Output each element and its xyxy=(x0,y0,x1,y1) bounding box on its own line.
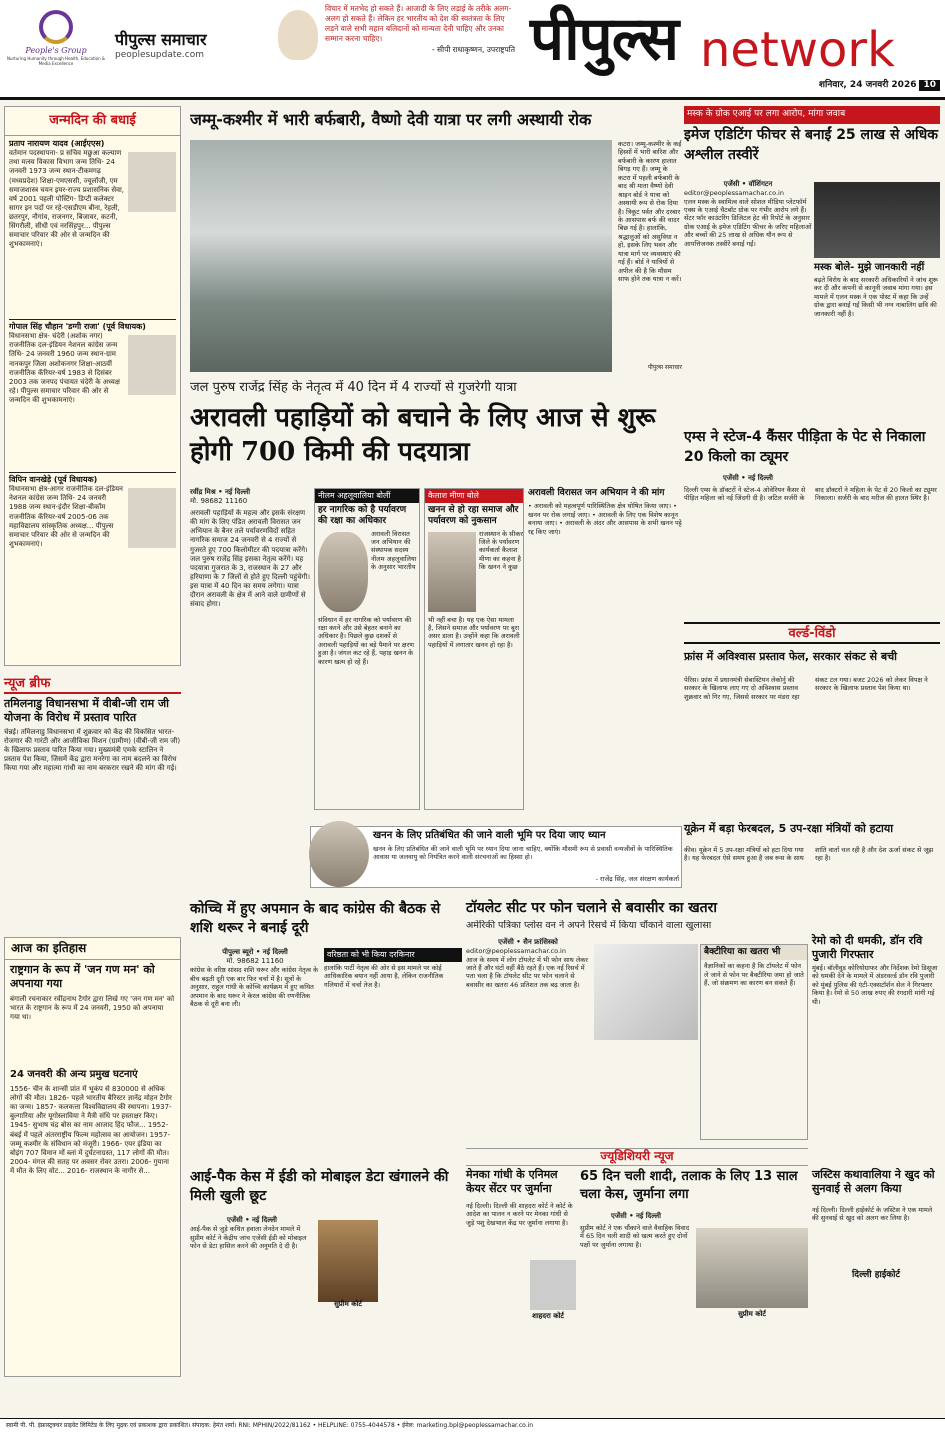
quote-box-neelam xyxy=(314,488,420,810)
q1-body: संविधान में हर नागरिक को पर्यावरण की रक्षा करने और उसे बेहतर बनाने का अधिकार है। पिछले कुछ दशकों से अरावली पहाड़ियों का बड़े पैमाने पर क्षरण हुआ है। जंगल कट रहे हैं, पहाड़ खनन के कारण खत्म हो रहे हैं। xyxy=(318,615,414,666)
aravali-kicker: जल पुरुष राजेंद्र सिंह के नेतृत्व में 40 दिन में 4 राज्यों से गुजरेगी यात्रा xyxy=(190,380,517,395)
birthday-photo-1 xyxy=(128,152,176,212)
tharoor-byline: पीपुल्स ब्यूरो • नई दिल्ली xyxy=(222,948,288,956)
cancer-body: दिल्ली एम्स के डॉक्टरों ने स्टेज-4 ओवेरियन कैंसर से पीड़ित महिला को नई जिंदगी दी है। जटिल सर्जरी के बाद डॉक्टरों ने महिला के पेट से 20 किलो का ट्यूमर निकाला। सर्जरी के बाद मरीज की हालत स्थिर है। xyxy=(684,486,937,503)
grok-side-body: बढ़ते विरोध के बाद सरकारी अधिकारियों ने जांच शुरू कर दी और कंपनी से कानूनी जवाब मांगा गया। इस मामले में एलन मस्क ने एक पोस्ट में कहा कि उन्हें ग्रोक द्वारा बनाई गई किसी भी नग्न नाबालिग छवि की जानकारी नहीं है। xyxy=(814,276,938,318)
toilet-photo xyxy=(594,944,698,1040)
strip-author: - राजेंद्र सिंह, जल संरक्षण कार्यकर्ता xyxy=(595,875,679,883)
birthday-title: जन्मदिन की बधाई xyxy=(5,107,180,136)
ed-headline: आई-पैक केस में ईडी को मोबाइल डेटा खंगालने की मिली खुली छूट xyxy=(190,1169,449,1204)
org-tagline: Nurturing Humanity through Health, Education & Media Excellence xyxy=(6,56,106,66)
ed-byline: एजेंसी • नई दिल्ली xyxy=(227,1216,277,1224)
toilet-body: आज के समय में लोग टॉयलेट में भी फोन साथ लेकर जाते हैं और घंटों वहीं बैठे रहते हैं। एक नई रिसर्च में पता चला है कि टॉयलेट सीट पर फोन चलाने से बवासीर का खतरा 46 प्रतिशत तक बढ़ जाता है। xyxy=(466,955,588,989)
page-number: 10 xyxy=(919,80,940,91)
demands-headline: अरावली विरासत जन अभियान ने की मांग xyxy=(528,488,665,498)
logo-ring-icon xyxy=(39,10,73,44)
aravali-byline: रवींद्र मिश्र • नई दिल्ली xyxy=(190,488,251,496)
shaadi-body: सुप्रीम कोर्ट ने एक चौंकाने वाले वैवाहिक विवाद में 65 दिन चली शादी को खत्म करते हुए दोनों पक्षों पर जुर्माना लगाया है। xyxy=(580,1224,690,1249)
grok-keyboard-photo xyxy=(814,182,940,258)
org-name: People's Group xyxy=(25,46,87,55)
aravali-phone: मो. 98682 11160 xyxy=(190,497,248,506)
history-label: आज का इतिहास xyxy=(5,938,180,960)
maneka-body: नई दिल्ली। दिल्ली की शाहदरा कोर्ट ने कोर्ट के आदेश का पालन न करने पर मेनका गांधी से जुड़े पशु देखभाल केंद्र पर जुर्माना लगाया है। xyxy=(466,1202,573,1227)
aravali-headline: अरावली पहाड़ियों को बचाने के लिए आज से शुरू होगी 700 किमी की पदयात्रा xyxy=(190,403,656,467)
grok-text-col xyxy=(684,180,812,423)
rajendra-portrait xyxy=(309,821,369,887)
justice-headline: जस्टिस कथावालिया ने खुद को सुनवाई से अलग किया xyxy=(812,1168,935,1196)
strip-box xyxy=(310,826,682,888)
peoples-group-logo xyxy=(6,8,106,94)
history-events-heading: 24 जनवरी की अन्य प्रमुख घटनाएं xyxy=(10,1068,138,1080)
maneka-caption: शाहदरा कोर्ट xyxy=(532,1312,564,1320)
site-link[interactable]: peoplesupdate.com xyxy=(115,50,204,60)
q1-label: नीलम अहलूवालिया बोलीं xyxy=(315,489,419,503)
grok-kicker: मस्क के ग्रोक एआई पर लगा आरोप, मांगा जवाब xyxy=(684,106,940,124)
quote-author: - सीपी राधाकृष्णन, उपराष्ट्रपति xyxy=(431,44,515,54)
tharoor-headline: कोच्चि में हुए अपमान के बाद कांग्रेस की बैठक से शशि थरूर ने बनाई दूरी xyxy=(190,901,441,936)
shaadi-headline: 65 दिन चली शादी, तलाक के लिए 13 साल चला केस, जुर्माना लगा xyxy=(580,1169,798,1202)
birthday-photo-2 xyxy=(128,335,176,395)
demands-box xyxy=(528,488,682,810)
masthead-network: network xyxy=(700,22,895,78)
remo-body: मुंबई। बॉलीवुड कोरियोग्राफर और निर्देशक रेमो डिसूजा को धमकी देने के मामले में अंडरवर्ल्ड डॉन रवि पुजारी को मुंबई पुलिस की एंटी-एक्सटॉर्शन सेल ने गिरफ्तार किया है। रेमो से 50 लाख रुपए की रंगदारी मांगी गई थी। xyxy=(812,964,938,1006)
birthday-box xyxy=(4,106,181,666)
brief-body: चेन्नई। तमिलनाडु विधानसभा में शुक्रवार को केंद्र की विकसित भारत-रोजगार की गारंटी और आजीविका मिशन (ग्रामीण) (वीबी-जी राम जी) के खिलाफ प्रस्ताव पारित किया गया। मुख्यमंत्री एमके स्टालिन ने प्रस्ताव पेश किया, जिसमें केंद्र द्वारा मनरेगा का नाम बदलने का विरोध किया गया और महात्मा गांधी का नाम बरकरार रखने की मांग की गई। xyxy=(4,727,181,773)
toilet-byline: एजेंसी • सैन फ्रांसिस्को xyxy=(498,938,558,946)
grok-byline: एजेंसी • वॉशिंगटन xyxy=(723,180,773,188)
samachar-name: पीपुल्स समाचार xyxy=(115,30,207,49)
snow-photo xyxy=(190,140,612,372)
quote-text: विचार में मतभेद हो सकते हैं। आजादी के लिए लड़ाई के तरीके अलग-अलग हो सकते हैं। लेकिन हर भारतीय को देश की स्वतंत्रता के लिए लड़ने वाले सभी महान बलिदानों को मान्यता देनी चाहिए और उनका सम्मान करना चाहिए। xyxy=(325,4,512,44)
birthday-name-3: विपिन वानखेड़े (पूर्व विधायक) xyxy=(9,472,176,485)
ukraine-headline: यूक्रेन में बड़ा फेरबदल, 5 उप-रक्षा मंत्रियों को हटाया xyxy=(684,822,894,835)
tharoor-text-col xyxy=(190,948,320,1146)
photo-credit: पीपुल्स समाचार xyxy=(647,364,682,371)
tharoor-side-headline: वरिष्ठता को भी किया दरकिनार xyxy=(324,948,462,962)
history-box xyxy=(4,937,181,1377)
toilet-headline: टॉयलेट सीट पर फोन चलाने से बवासीर का खतरा xyxy=(466,900,717,916)
judiciary-label: ज्यूडिशियरी न्यूज xyxy=(466,1148,808,1166)
demands-body: • अरावली को महत्वपूर्ण पारिस्थितिक क्षेत्र घोषित किया जाए। • खनन पर रोक लगाई जाए। • अरावली के लिए एक विशेष कानून बनाया जाए। • अरावली के अंदर और आसपास के सभी खनन पट्टे रद्द किए जाएं। xyxy=(528,502,682,536)
ed-gavel-photo xyxy=(318,1220,378,1302)
q1-headline: हर नागरिक को है पर्यावरण की रक्षा का अधिकार xyxy=(318,505,407,527)
shaadi-byline: एजेंसी • नई दिल्ली xyxy=(611,1212,661,1220)
justice-body: नई दिल्ली। दिल्ली हाईकोर्ट के जस्टिस ने एक मामले की सुनवाई से खुद को अलग कर लिया है। xyxy=(812,1206,933,1223)
tharoor-side xyxy=(324,948,462,1154)
q2-person: राजस्थान के सीकर जिले के पर्यावरण कार्यकर्ता कैलाश मीणा का कहना है कि खनन ने कुछ xyxy=(479,529,523,572)
masthead xyxy=(0,0,945,100)
strip-body: खनन के लिए प्रतिबंधित की जाने वाली भूमि पर ध्यान दिया जाना चाहिए, क्योंकि मौसमी रूप से प्रवासी वन्यजीवों के पारिस्थितिक आवास या जलवायु को नियंत्रित करने वाली संरचनाओं का हिस्सा हो। xyxy=(373,845,673,862)
maneka-headline: मेनका गांधी के एनिमल केयर सेंटर पर जुर्माना xyxy=(466,1168,558,1196)
tharoor-phone: मो. 98682 11160 xyxy=(226,957,284,966)
imprint-footer: स्वामी पी. पी. इंफ्रास्ट्रक्चर प्राइवेट लिमिटेड के लिए मुद्रक एवं प्रकाशक द्वारा प्रकाशित। संपादक: हेमंत शर्मा। RNI: MPHIN/2022/81162 • HELPLINE: 0755-4044578 • ईमेल: marketing.bpl@peoplessamachar.co.in xyxy=(0,1418,945,1445)
world-window-label: वर्ल्ड-विंडो xyxy=(684,622,940,644)
ukraine-body: कीव। यूक्रेन में 5 उप-रक्षा मंत्रियों को हटा दिया गया है। यह फेरबदल ऐसे समय हुआ है जब रूस के साथ शांति वार्ता चल रही है और देश ऊर्जा संकट से जूझ रहा है। xyxy=(684,846,934,863)
quote-block xyxy=(325,4,515,55)
birthday-name-2: गोपाल सिंह चौहान 'डग्गी राजा' (पूर्व विधायक) xyxy=(9,319,176,332)
grok-body: एलन मस्क के स्वामित्व वाले सोशल मीडिया प्लेटफॉर्म एक्स के एआई चैटबॉट ग्रोक पर गंभीर आरोप लगे हैं। सेंटर फॉर काउंटरिंग डिजिटल हेट की रिपोर्ट के अनुसार ग्रोक एआई के इमेज एडिटिंग फीचर के जरिए महिलाओं और बच्चों की 25 लाख से अधिक यौन रूप से आपत्तिजनक तस्वीरें बनाई गईं। xyxy=(684,197,812,248)
q2-headline: खनन से हो रहा समाज और पर्यावरण को नुकसान xyxy=(428,505,519,527)
cancer-headline: एम्स ने स्टेज-4 कैंसर पीड़िता के पेट से निकाला 20 किलो का ट्यूमर xyxy=(684,429,926,465)
quote-box-kailash xyxy=(424,488,524,810)
birthday-text-2: विधानसभा क्षेत्र- चंदेरी (अशोक नगर) राजनीतिक दल-इंडियन नेशनल कांग्रेस जन्म तिथि- 24 जनवरी 1960 जन्म स्थान-ग्राम नानकपुर जिला अशोकनगर शिक्षा-आठवीं राजनीतिक कॅरियर-वर्ष 1983 से दिसंबर 2003 तक जनपद पंचायत चंदेरी के अध्यक्ष रहे। पीपुल्स समाचार परिवार की ओर से जन्मदिन की शुभकामनाएं। xyxy=(9,332,120,404)
birthday-text-1: वर्तमान पदस्थापना- प्र सचिव मछुआ कल्याण तथा मत्स्य विकास विभाग जन्म तिथि- 24 जनवरी 1973 जन्म स्थान-टीकमगढ़ (मध्यप्रदेश) शिक्षा-एमएससी, ज्यूलॉजी, एम समाजशास्त्र चयन इयर-राज्य प्रशासनिक सेवा, वर्ष 2001 पहली पोस्टिंग- डिप्टी कलेक्टर सागर इन पदों पर रहे-एसडीएम बीना, रेहली, छतरपुर, नौगांव, राजनगर, बिजावर, कटनी, सिंगरौली, सीधी एवं नरसिंहपुर... पीपुल्स समाचार परिवार की ओर से जन्मदिन की शुभकामनाएं। xyxy=(9,149,125,249)
toilet-side-box xyxy=(700,944,808,1140)
toilet-kicker: अमेरिकी पत्रिका प्लोस वन ने अपने रिसर्च में किया चौंकाने वाला खुलासा xyxy=(466,920,712,931)
cancer-byline: एजेंसी • नई दिल्ली xyxy=(723,474,773,482)
tharoor-side-body: हालांकि पार्टी नेतृत्व की ओर से इस मामले पर कोई आधिकारिक बयान नहीं आया है, लेकिन राजनीतिक गलियारों में चर्चा तेज है। xyxy=(324,964,444,989)
history-headline: राष्ट्रगान के रूप में 'जन गण मन' को अपनाया गया xyxy=(10,963,155,991)
grok-side-headline: मस्क बोले- मुझे जानकारी नहीं xyxy=(814,262,925,273)
toilet-text-col xyxy=(466,938,590,1136)
news-brief xyxy=(4,676,181,931)
samachar-logo xyxy=(115,30,265,61)
q2-label: कैलाश मीणा बोले xyxy=(425,489,523,503)
ed-caption: सुप्रीम कोर्ट xyxy=(334,1300,362,1308)
brief-headline: तमिलनाडु विधानसभा में वीबी-जी राम जी योजना के विरोध में प्रस्ताव पारित xyxy=(4,697,170,724)
tharoor-body: कांग्रेस के वरिष्ठ सांसद शशि थरूर और कांग्रेस नेतृत्व के बीच बढ़ती दूरी एक बार फिर चर्चा में है। सूत्रों के अनुसार, राहुल गांधी के कोच्चि कार्यक्रम में हुए कथित अपमान के बाद थरूर ने केरल कांग्रेस की रणनीतिक बैठक से दूरी बना ली। xyxy=(190,966,319,1008)
justice-caption: दिल्ली हाईकोर्ट xyxy=(851,1270,901,1280)
remo-headline: रेमो को दी धमकी, डॉन रवि पुजारी गिरफ्तार xyxy=(812,934,923,962)
history-events: 1556- चीन के शान्सी प्रांत में भूकंप से 830000 से अधिक लोगों की मौत। 1826- पहले भारतीय बैरिस्टर ज्ञानेंद्र मोहन टैगोर का जन्म। 1857- कलकत्ता विश्वविद्यालय की स्थापना। 1937- बुल्गारिया और यूगोस्लाविया ने मैत्री संधि पर हस्ताक्षर किए। 1945- सुभाष चंद्र बोस का नाम आजाद हिंद फौज... 1952- बंबई में पहले अंतरराष्ट्रीय फिल्म महोत्सव का आयोजन। 1957- जम्मू कश्मीर के संविधान को मंजूरी। 1966- एयर इंडिया का बोइंग 707 विमान मों ब्लां में दुर्घटनाग्रस्त, 117 लोगों की मौत। 2004- मंगल की सतह पर अवसर रोवर उतरा। 2006- गुयाना में मौत के लिए वोट... 2016- राजस्थान के नागौर से... xyxy=(10,1085,172,1175)
issue-date: शनिवार, 24 जनवरी 2026 xyxy=(818,80,917,90)
supreme-court-photo xyxy=(696,1228,808,1308)
date-line xyxy=(760,80,940,91)
toilet-side-headline: बैक्टीरिया का खतरा भी xyxy=(701,945,807,960)
toilet-email[interactable]: editor@peoplessamachar.co.in xyxy=(466,947,566,956)
grok-email[interactable]: editor@peoplessamachar.co.in xyxy=(684,189,784,198)
q2-body: भी नहीं बचा है। यह एक ऐसा मामला है, जिसने समाज और पर्यावरण पर बुरा असर डाला है। उन्होंने कहा कि अरावली पहाड़ियों में लगातार खनन हो रहा है। xyxy=(428,615,520,649)
q1-person: अरावली विरासत जन अभियान की संस्थापक सदस्य नीलम अहलूवालिया के अनुसार भारतीय xyxy=(371,529,417,572)
strip-headline: खनन के लिए प्रतिबंधित की जाने वाली भूमि पर दिया जाए ध्यान xyxy=(373,830,606,841)
grok-headline: इमेज एडिटिंग फीचर से बनाईं 25 लाख से अधिक अश्लील तस्वीरें xyxy=(684,127,939,163)
france-headline: फ्रांस में अविश्वास प्रस्ताव फेल, सरकार संकट से बची xyxy=(684,650,898,663)
birthday-name-1: प्रताप नारायण यादव (आईएएस) xyxy=(9,139,105,149)
birthday-photo-3 xyxy=(128,488,176,548)
ed-body: आई-पैक से जुड़े कथित हवाला लेनदेन मामले में सुप्रीम कोर्ट ने केंद्रीय जांच एजेंसी ईडी को मोबाइल फोन से डेटा हासिल करने की अनुमति दे दी है। xyxy=(190,1225,307,1250)
aravali-byline-block xyxy=(190,488,310,824)
aravali-body: अरावली पहाड़ियों के महत्व और इसके संरक्षण की मांग के लिए पंडित अरावली विरासत जन अभियान के बैनर तले पर्यावरणविदों सहित नागरिक समाज 24 जनवरी से 4 राज्यों से गुजरते हुए 700 किलोमीटर की पदयात्रा करेंगे। जल पुरुष राजेंद्र सिंह इसका नेतृत्व करेंगे। यह पदयात्रा गुजरात के 3, राजस्थान के 27 और हरियाणा के 7 जिलों से होते हुए दिल्ली पहुंचेगी। इस यात्रा में 40 दिन का समय लगेगा। यात्रा दौरान अरावली के क्षेत्र में आने वाले ग्रामीणों से संवाद होगा। xyxy=(190,509,310,609)
ed-text-col xyxy=(190,1216,314,1415)
france-body: पेरिस। फ्रांस में प्रधानमंत्री सेबास्टियन लेकोर्नु की सरकार के खिलाफ लाए गए दो अविश्वास प्रस्ताव शुक्रवार को गिर गए, जिससे सरकार पर मंडरा रहा संकट टल गया। बजट 2026 को लेकर विपक्ष ने सरकार के खिलाफ प्रस्ताव पेश किया था। xyxy=(684,676,928,701)
masthead-title: पीपुल्स xyxy=(530,4,679,74)
toilet-side-body: वैज्ञानिकों का कहना है कि टॉयलेट में फोन ले जाने से फोन पर बैक्टीरिया जमा हो जाते हैं, जो संक्रमण का कारण बन सकते हैं। xyxy=(704,962,804,988)
brief-label: न्यूज ब्रीफ xyxy=(4,676,181,694)
maneka-photo xyxy=(530,1260,576,1310)
q1-portrait xyxy=(318,532,368,612)
quote-portrait xyxy=(278,10,318,60)
history-body: बंगाली रचनाकार रवींद्रनाथ टैगोर द्वारा लिखे गए 'जन गण मन' को भारत के राष्ट्रगान के रूप में 24 जनवरी, 1950 को अपनाया गया था। xyxy=(10,994,175,1021)
shaadi-caption: सुप्रीम कोर्ट xyxy=(738,1310,766,1318)
q2-portrait xyxy=(428,532,476,612)
snow-body: कटरा। जम्मू-कश्मीर के कई हिस्सों में भारी बारिश और बर्फबारी के कारण हालात बिगड़ गए हैं। जम्मू के कटरा में पहली बर्फबारी के बाद श्री माता वैष्णो देवी श्राइन बोर्ड ने यात्रा को अस्थायी रूप से रोक दिया है। त्रिकूट पर्वत और दरबार के आसपास बर्फ की चादर बिछ गई है। हालांकि, श्रद्धालुओं को असुविधा न हो, इसके लिए भवन और यात्रा मार्ग पर व्यवस्थाएं की गई हैं। बोर्ड ने यात्रियों से अपील की है कि मौसम साफ होने तक यात्रा न करें। xyxy=(618,140,682,283)
snow-headline: जम्मू-कश्मीर में भारी बर्फबारी, वैष्णो देवी यात्रा पर लगी अस्थायी रोक xyxy=(190,110,592,129)
birthday-text-3: विधानसभा क्षेत्र-आगर राजनीतिक दल-इंडियन नेशनल कांग्रेस जन्म तिथि- 24 जनवरी 1988 जन्म स्थान-इंदौर शिक्षा-बीकॉम राजनीतिक कॅरियर-वर्ष 2005-06 तक महाविद्यालय सांस्कृतिक अध्यक्ष... पीपुल्स समाचार परिवार की ओर से जन्मदिन की शुभकामनाएं। xyxy=(9,485,123,548)
